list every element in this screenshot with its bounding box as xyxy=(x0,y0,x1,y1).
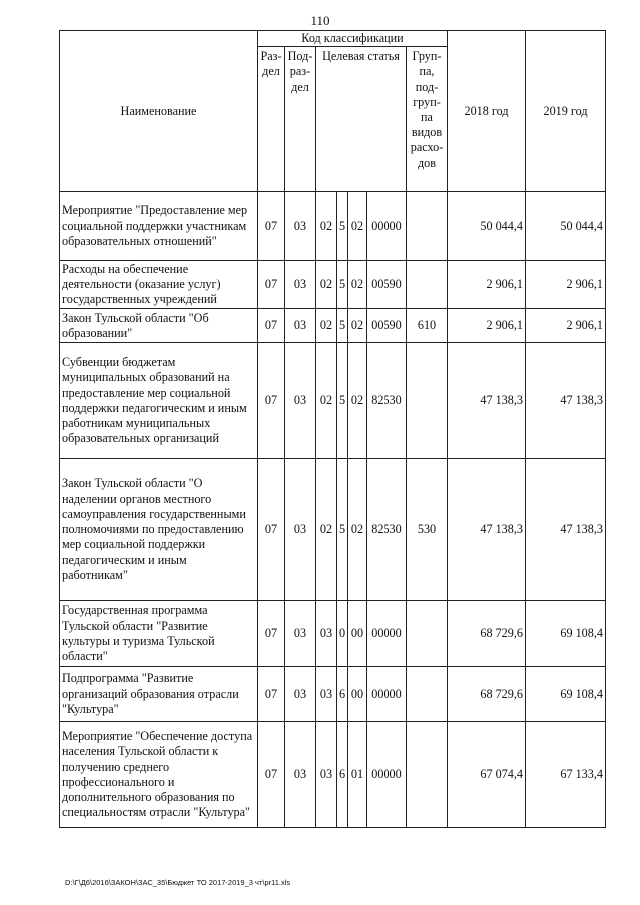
row-target-program: 03 xyxy=(316,722,337,828)
row-name: Подпрограмма "Развитие организаций образования отрасли "Культура" xyxy=(60,667,258,722)
row-expense-group xyxy=(407,667,448,722)
row-target-event: 00 xyxy=(348,667,367,722)
header-year-2019: 2019 год xyxy=(526,31,606,192)
row-amount-2018: 2 906,1 xyxy=(448,261,526,309)
table-row xyxy=(60,667,606,722)
row-amount-2018: 47 138,3 xyxy=(448,343,526,459)
header-group: Груп- па, под- груп- па видов расхо- дов xyxy=(407,47,448,192)
row-expense-group xyxy=(407,601,448,667)
row-name: Мероприятие "Обеспечение доступа населения Тульской области к получению среднего профессионального и дополнительного образования по специальностям отрасли "Культура" xyxy=(60,722,258,828)
row-subsection: 03 xyxy=(285,601,316,667)
row-target-program: 02 xyxy=(316,309,337,343)
row-target-direction: 00000 xyxy=(367,667,407,722)
row-amount-2019: 50 044,4 xyxy=(526,192,606,261)
header-target: Целевая статья xyxy=(316,47,407,192)
header-code: Код классификации xyxy=(258,31,448,47)
header-year-2018: 2018 год xyxy=(448,31,526,192)
row-name: Закон Тульской области "О наделении органов местного самоуправления государственными полномочиями по предоставлению мер социальной поддержки педагогическим и иным работникам" xyxy=(60,459,258,601)
row-target-program: 03 xyxy=(316,601,337,667)
row-name: Закон Тульской области "Об образовании" xyxy=(60,309,258,343)
row-target-subprogram: 5 xyxy=(337,459,348,601)
row-target-event: 02 xyxy=(348,192,367,261)
row-amount-2018: 67 074,4 xyxy=(448,722,526,828)
row-subsection: 03 xyxy=(285,667,316,722)
file-path-footer: D:\Г\Д6\2016\ЗАКОН\ЗАС_35\Бюджет ТО 2017-2019_3 чт\pr11.xls xyxy=(65,878,291,887)
row-target-event: 01 xyxy=(348,722,367,828)
table-row xyxy=(60,459,606,601)
row-target-direction: 00000 xyxy=(367,601,407,667)
row-target-direction: 00590 xyxy=(367,309,407,343)
row-target-direction: 82530 xyxy=(367,343,407,459)
row-target-program: 02 xyxy=(316,261,337,309)
row-subsection: 03 xyxy=(285,261,316,309)
row-amount-2018: 50 044,4 xyxy=(448,192,526,261)
row-section: 07 xyxy=(258,309,285,343)
row-name: Расходы на обеспечение деятельности (оказание услуг) государственных учреждений xyxy=(60,261,258,309)
row-target-event: 02 xyxy=(348,343,367,459)
row-target-subprogram: 5 xyxy=(337,309,348,343)
table-row xyxy=(60,309,606,343)
table-row xyxy=(60,192,606,261)
row-amount-2019: 2 906,1 xyxy=(526,261,606,309)
row-section: 07 xyxy=(258,722,285,828)
page-number: 110 xyxy=(310,13,330,28)
row-subsection: 03 xyxy=(285,309,316,343)
row-amount-2018: 68 729,6 xyxy=(448,667,526,722)
row-subsection: 03 xyxy=(285,192,316,261)
row-section: 07 xyxy=(258,601,285,667)
table-row xyxy=(60,601,606,667)
header-name: Наименование xyxy=(60,31,258,192)
row-name: Субвенции бюджетам муниципальных образований на предоставление мер социальной поддержки педагогическим и иным работникам муниципальных образовательных организаций xyxy=(60,343,258,459)
table-body xyxy=(60,192,606,828)
table-header xyxy=(60,31,606,192)
table-row xyxy=(60,343,606,459)
row-target-event: 02 xyxy=(348,309,367,343)
row-subsection: 03 xyxy=(285,722,316,828)
row-amount-2019: 69 108,4 xyxy=(526,601,606,667)
row-target-direction: 00000 xyxy=(367,722,407,828)
row-amount-2018: 2 906,1 xyxy=(448,309,526,343)
row-target-subprogram: 6 xyxy=(337,667,348,722)
row-target-subprogram: 5 xyxy=(337,192,348,261)
row-target-program: 02 xyxy=(316,459,337,601)
row-target-subprogram: 5 xyxy=(337,261,348,309)
row-expense-group xyxy=(407,343,448,459)
table-row xyxy=(60,261,606,309)
row-section: 07 xyxy=(258,192,285,261)
row-target-direction: 00590 xyxy=(367,261,407,309)
row-section: 07 xyxy=(258,459,285,601)
row-section: 07 xyxy=(258,343,285,459)
row-expense-group: 610 xyxy=(407,309,448,343)
row-amount-2019: 47 138,3 xyxy=(526,459,606,601)
header-section: Раз- дел xyxy=(258,47,285,192)
row-target-program: 02 xyxy=(316,192,337,261)
row-target-subprogram: 5 xyxy=(337,343,348,459)
row-expense-group xyxy=(407,192,448,261)
row-subsection: 03 xyxy=(285,343,316,459)
row-name: Государственная программа Тульской области "Развитие культуры и туризма Тульской области" xyxy=(60,601,258,667)
row-target-subprogram: 6 xyxy=(337,722,348,828)
budget-table xyxy=(59,30,606,828)
row-target-event: 02 xyxy=(348,459,367,601)
row-target-event: 02 xyxy=(348,261,367,309)
row-name: Мероприятие "Предоставление мер социальной поддержки участникам образовательных отношений" xyxy=(60,192,258,261)
row-target-direction: 82530 xyxy=(367,459,407,601)
row-expense-group: 530 xyxy=(407,459,448,601)
row-target-program: 03 xyxy=(316,667,337,722)
row-expense-group xyxy=(407,722,448,828)
row-section: 07 xyxy=(258,261,285,309)
row-amount-2018: 68 729,6 xyxy=(448,601,526,667)
row-amount-2019: 67 133,4 xyxy=(526,722,606,828)
row-target-subprogram: 0 xyxy=(337,601,348,667)
row-amount-2019: 2 906,1 xyxy=(526,309,606,343)
row-amount-2019: 47 138,3 xyxy=(526,343,606,459)
row-target-program: 02 xyxy=(316,343,337,459)
row-amount-2018: 47 138,3 xyxy=(448,459,526,601)
row-subsection: 03 xyxy=(285,459,316,601)
row-target-event: 00 xyxy=(348,601,367,667)
row-section: 07 xyxy=(258,667,285,722)
row-target-direction: 00000 xyxy=(367,192,407,261)
row-amount-2019: 69 108,4 xyxy=(526,667,606,722)
row-expense-group xyxy=(407,261,448,309)
header-subsection: Под- раз- дел xyxy=(285,47,316,192)
table-row xyxy=(60,722,606,828)
